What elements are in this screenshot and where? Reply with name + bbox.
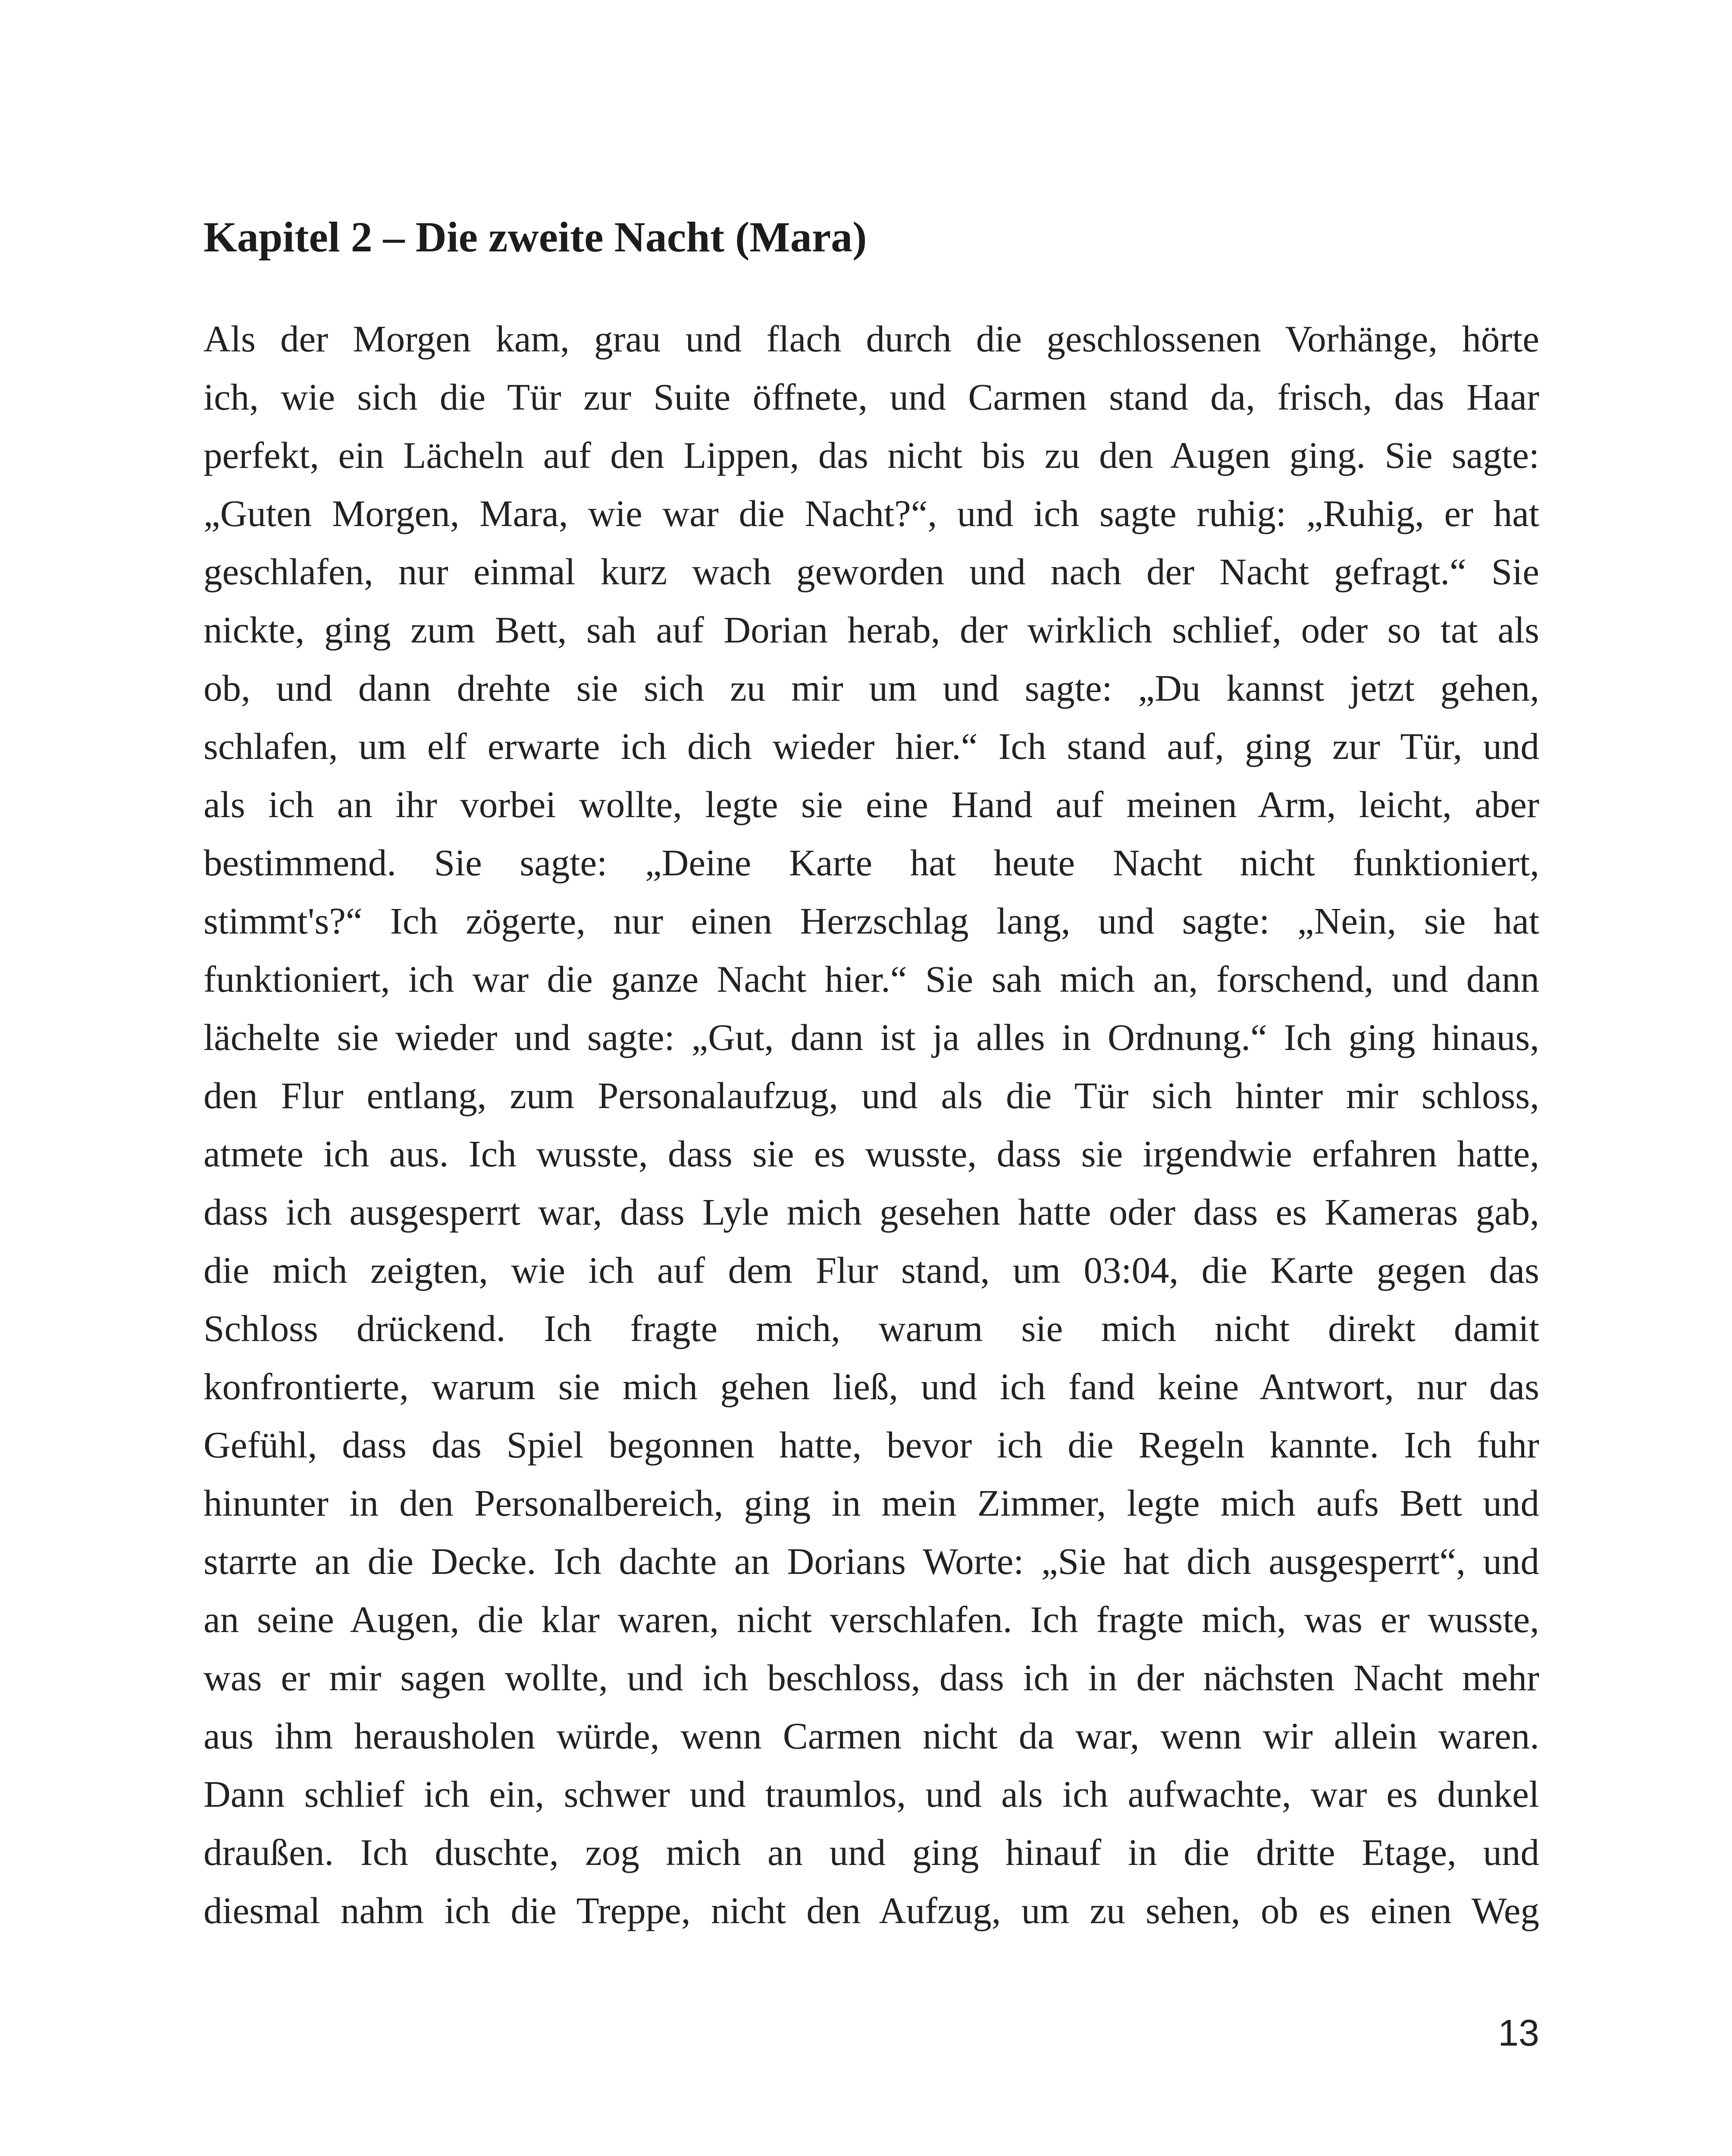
body-text bbox=[204, 310, 1539, 1940]
text-line: den Flur entlang, zum Personalaufzug, und als die Tür sich hinter mir schloss, bbox=[204, 1075, 1539, 1116]
text-line: Dann schlief ich ein, schwer und traumlos, und als ich aufwachte, war es dunkel bbox=[204, 1773, 1539, 1815]
text-line: stimmt's?“ Ich zögerte, nur einen Herzschlag lang, und sagte: „Nein, sie hat bbox=[204, 900, 1539, 942]
text-line: ich, wie sich die Tür zur Suite öffnete, und Carmen stand da, frisch, das Haar bbox=[204, 376, 1539, 418]
text-line: perfekt, ein Lächeln auf den Lippen, das nicht bis zu den Augen ging. Sie sagte: bbox=[204, 434, 1539, 476]
text-line: draußen. Ich duschte, zog mich an und ging hinauf in die dritte Etage, und bbox=[204, 1831, 1539, 1873]
text-line: die mich zeigten, wie ich auf dem Flur stand, um 03:04, die Karte gegen das bbox=[204, 1249, 1539, 1291]
text-line: atmete ich aus. Ich wusste, dass sie es wusste, dass sie irgendwie erfahren hatte, bbox=[204, 1133, 1539, 1175]
text-line: Gefühl, dass das Spiel begonnen hatte, bevor ich die Regeln kannte. Ich fuhr bbox=[204, 1424, 1539, 1466]
text-line: an seine Augen, die klar waren, nicht verschlafen. Ich fragte mich, was er wusste, bbox=[204, 1598, 1539, 1640]
text-line: diesmal nahm ich die Treppe, nicht den Aufzug, um zu sehen, ob es einen Weg bbox=[204, 1890, 1539, 1931]
text-line: was er mir sagen wollte, und ich beschloss, dass ich in der nächsten Nacht mehr bbox=[204, 1657, 1539, 1698]
text-line: dass ich ausgesperrt war, dass Lyle mich gesehen hatte oder dass es Kameras gab, bbox=[204, 1191, 1539, 1233]
text-line: konfrontierte, warum sie mich gehen ließ, und ich fand keine Antwort, nur das bbox=[204, 1366, 1539, 1407]
text-line: hinunter in den Personalbereich, ging in mein Zimmer, legte mich aufs Bett und bbox=[204, 1482, 1539, 1524]
text-line: als ich an ihr vorbei wollte, legte sie eine Hand auf meinen Arm, leicht, aber bbox=[204, 783, 1539, 825]
text-line: schlafen, um elf erwarte ich dich wieder hier.“ Ich stand auf, ging zur Tür, und bbox=[204, 725, 1539, 767]
page-number: 13 bbox=[1498, 2012, 1539, 2054]
text-line: bestimmend. Sie sagte: „Deine Karte hat heute Nacht nicht funktioniert, bbox=[204, 842, 1539, 884]
text-line: starrte an die Decke. Ich dachte an Dorians Worte: „Sie hat dich ausgesperrt“, und bbox=[204, 1540, 1539, 1582]
text-line: geschlafen, nur einmal kurz wach geworden und nach der Nacht gefragt.“ Sie bbox=[204, 551, 1539, 592]
text-line: nickte, ging zum Bett, sah auf Dorian herab, der wirklich schlief, oder so tat als bbox=[204, 609, 1539, 651]
chapter-title: Kapitel 2 – Die zweite Nacht (Mara) bbox=[204, 213, 867, 261]
text-line: Als der Morgen kam, grau und flach durch die geschlossenen Vorhänge, hörte bbox=[204, 318, 1539, 360]
text-line: Schloss drückend. Ich fragte mich, warum sie mich nicht direkt damit bbox=[204, 1307, 1539, 1349]
text-line: funktioniert, ich war die ganze Nacht hier.“ Sie sah mich an, forschend, und dann bbox=[204, 958, 1539, 1000]
text-line: aus ihm herausholen würde, wenn Carmen nicht da war, wenn wir allein waren. bbox=[204, 1715, 1539, 1757]
text-line: „Guten Morgen, Mara, wie war die Nacht?“, und ich sagte ruhig: „Ruhig, er hat bbox=[204, 492, 1539, 534]
text-line: lächelte sie wieder und sagte: „Gut, dann ist ja alles in Ordnung.“ Ich ging hinaus, bbox=[204, 1016, 1539, 1058]
text-line: ob, und dann drehte sie sich zu mir um und sagte: „Du kannst jetzt gehen, bbox=[204, 667, 1539, 709]
